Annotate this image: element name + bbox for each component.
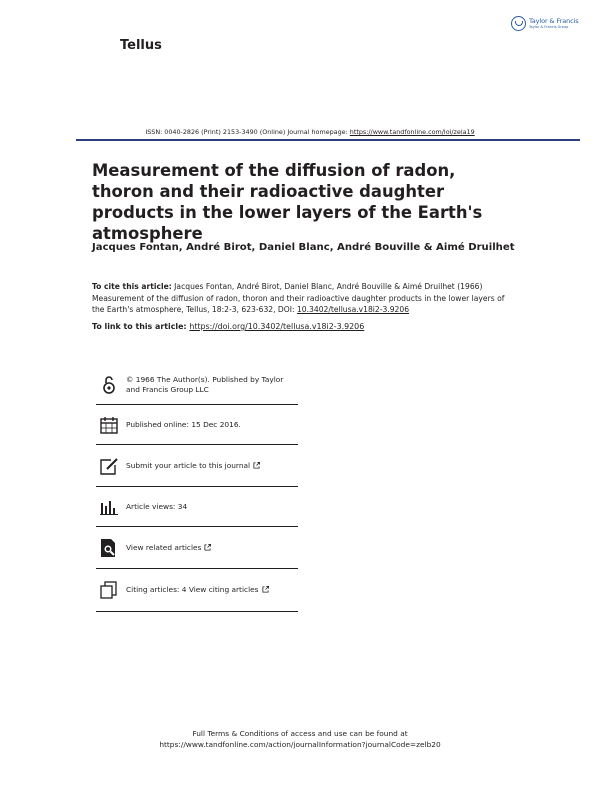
submit-article-text: Submit your article to this journal bbox=[126, 460, 251, 470]
citation-label: To cite this article: bbox=[92, 282, 172, 291]
citing-articles-icon bbox=[98, 579, 120, 601]
publisher-sub: Taylor & Francis Group bbox=[529, 24, 569, 29]
info-item-citing[interactable] bbox=[96, 569, 298, 612]
related-articles-text: View related articles bbox=[126, 542, 202, 552]
article-views-text: Article views: 34 bbox=[126, 501, 188, 511]
external-link-icon bbox=[262, 586, 269, 593]
journal-name: Tellus bbox=[120, 38, 162, 53]
calendar-icon bbox=[98, 414, 120, 436]
citing-articles-link[interactable] bbox=[126, 585, 269, 595]
header-divider bbox=[76, 139, 580, 141]
doi-link[interactable]: 10.3402/tellusa.v18i2-3.9206 bbox=[296, 305, 410, 314]
published-text: Published online: 15 Dec 2016. bbox=[126, 419, 241, 429]
related-articles-link[interactable] bbox=[126, 543, 211, 553]
article-title: Measurement of the diffusion of radon, thoron and their radioactive daughter products in the lower layers of the Earth's atmosphere bbox=[92, 161, 483, 243]
terms-footer bbox=[120, 728, 480, 750]
publisher-logo[interactable] bbox=[511, 16, 579, 31]
open-access-icon bbox=[98, 374, 120, 396]
external-link-icon bbox=[253, 462, 260, 469]
article-authors: Jacques Fontan, André Birot, Daniel Blanc, André Bouville & Aimé Druilhet bbox=[92, 242, 515, 253]
info-item-related[interactable] bbox=[96, 527, 298, 569]
article-link-line bbox=[92, 322, 364, 331]
related-search-icon bbox=[98, 537, 120, 559]
issn-text: ISSN: 0040-2826 (Print) 2153-3490 (Online) Journal homepage: bbox=[145, 128, 350, 136]
info-item-submit[interactable] bbox=[96, 445, 298, 487]
article-info-list bbox=[96, 366, 298, 612]
info-item-views bbox=[96, 487, 298, 527]
bar-chart-icon bbox=[98, 496, 120, 518]
journal-homepage-link[interactable]: https://www.tandfonline.com/loi/zela19 bbox=[349, 128, 475, 136]
publisher-name: Taylor & Francis bbox=[529, 17, 579, 25]
link-label: To link to this article: bbox=[92, 322, 190, 331]
citation-block bbox=[92, 281, 510, 316]
external-link-icon bbox=[204, 544, 211, 551]
license-text: © 1966 The Author(s). Published by Taylor and Francis Group LLC bbox=[126, 375, 284, 394]
citing-articles-text: Citing articles: 4 View citing articles bbox=[126, 585, 259, 594]
article-link[interactable]: https://doi.org/10.3402/tellusa.v18i2-3.9206 bbox=[189, 322, 365, 331]
terms-text: Full Terms & Conditions of access and use can be found at bbox=[192, 729, 408, 738]
journal-info-link[interactable]: https://www.tandfonline.com/action/journalInformation?journalCode=zelb20 bbox=[159, 740, 441, 749]
edit-icon bbox=[98, 455, 120, 477]
submit-article-link[interactable] bbox=[126, 461, 260, 471]
info-item-published bbox=[96, 405, 298, 445]
info-item-license bbox=[96, 366, 298, 405]
citation-text: Jacques Fontan, André Birot, Daniel Blanc, André Bouville & Aimé Druilhet (1966) Measurement of the diffusion of radon, thoron and their radioactive daughter products in the lower layers of the Earth's atmosphere, Tellus, 18:2-3, 623-632, DOI: bbox=[92, 282, 505, 314]
issn-line bbox=[120, 128, 500, 136]
publisher-logo-icon bbox=[511, 16, 526, 31]
